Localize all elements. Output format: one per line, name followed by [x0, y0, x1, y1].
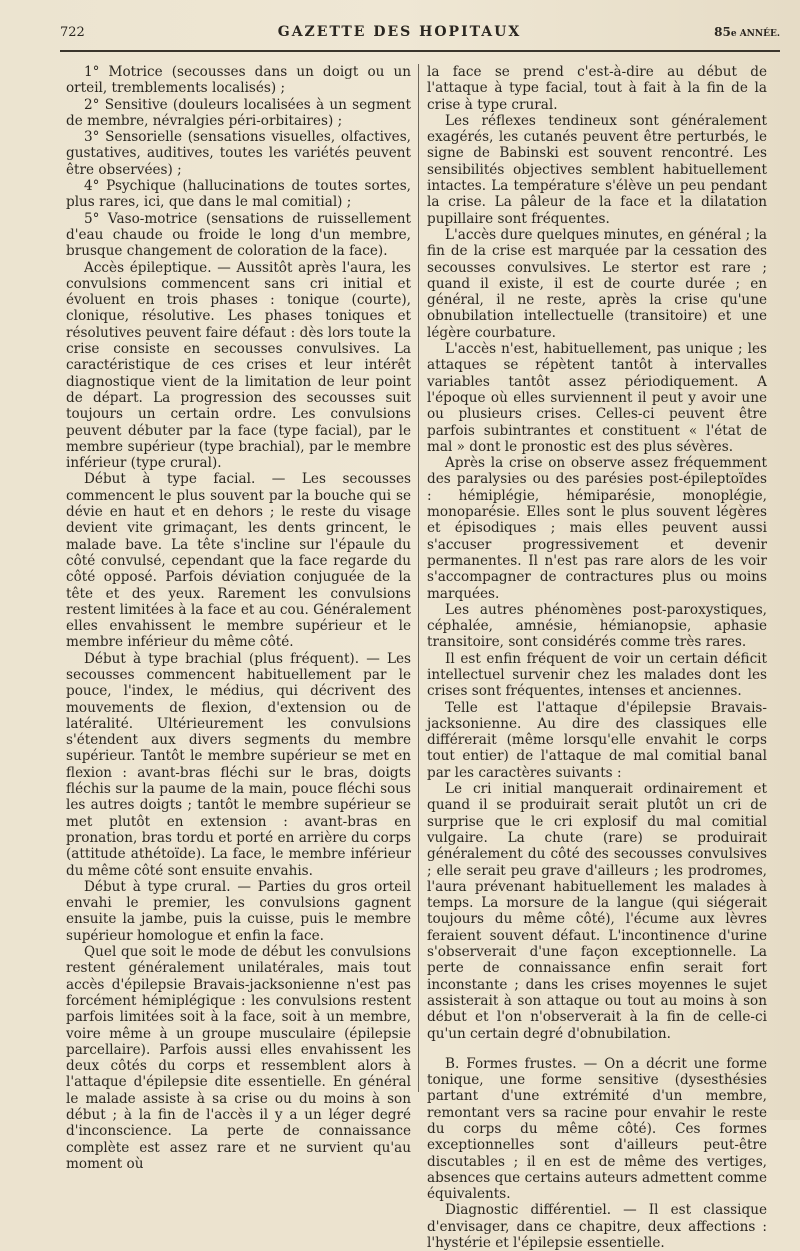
journal-title: GAZETTE DES HOPITAUX — [277, 24, 522, 40]
paragraph: Les autres phénomènes post-paroxystiques, céphalée, amnésie, hémianopsie, aphasie transitoire, sont considérés comme très rares. — [427, 601, 767, 651]
column-divider — [418, 64, 419, 1092]
right-column — [427, 64, 767, 1251]
paragraph: 3° Sensorielle (sensations visuelles, olfactives, gustatives, auditives, toutes les variétés peuvent être observées) ; — [66, 129, 411, 178]
paragraph: Le cri initial manquerait ordinairement et quand il se produirait serait plutôt un cri de surprise que le cri explosif du mal comitial vulgaire. La chute (rare) se produirait généralement du côté des secousses convulsives ; elle serait peu grave d'ailleurs ; les prodromes, l'aura prévenant habituellement les malades à temps. La morsure de la langue (qui siégerait toujours du même côté), l'écume aux lèvres feraient souvent défaut. L'incontinence d'urine s'observerait d'une façon exceptionnelle. La perte de connaissance enfin serait fort inconstante ; dans les crises moyennes le sujet assisterait à son attaque ou tout au moins à son début et l'on n'observerait à la fin de celle-ci qu'un certain degré d'obnubilation. — [427, 781, 767, 1042]
paragraph: Quel que soit le mode de début les convulsions restent généralement unilatérales, mais tout accès d'épilepsie Bravais-jacksonienne n'est pas forcément hémiplégique : les convulsions restent parfois limitées soit à la face, soit à un membre, voire même à un groupe musculaire (épilepsie parcellaire). Parfois aussi elles envahissent les deux côtés du corps et ressemblent alors à l'attaque d'épilepsie dite essentielle. En général le malade assiste à sa crise ou du moins à son début ; à la fin de l'accès il y a un léger degré d'inconscience. La perte de connaissance complète est assez rare et ne survient qu'au moment où — [66, 944, 411, 1172]
page-header — [60, 24, 780, 52]
paragraph: Début à type facial. — Les secousses commencent le plus souvent par la bouche qui se dévie en haut et en dehors ; le reste du visage devient vite grimaçant, les dents grincent, le malade bave. La tête s'incline sur l'épaule du côté convulsé, cependant que la face regarde du côté opposé. Parfois déviation conjuguée de la tête et des yeux. Rarement les convulsions restent limitées à la face et au cou. Généralement elles envahissent le membre supérieur et le membre inférieur du même côté. — [66, 471, 411, 651]
left-column — [66, 64, 411, 1172]
year-number: 85 — [714, 25, 731, 39]
paragraph: 2° Sensitive (douleurs localisées à un segment de membre, névralgies péri-orbitaires) ; — [66, 96, 411, 129]
paragraph: la face se prend c'est-à-dire au début de l'attaque à type facial, tout à fait à la fin de la crise à type crural. — [427, 64, 767, 113]
paragraph: Diagnostic différentiel. — Il est classique d'envisager, dans ce chapitre, deux affections : l'hystérie et l'épilepsie essentielle. — [427, 1202, 767, 1251]
paragraph: Telle est l'attaque d'épilepsie Bravais-jacksonienne. Au dire des classiques elle différerait (même lorsqu'elle envahit le corps tout entier) de l'attaque de mal comitial banal par les caractères suivants : — [427, 699, 767, 781]
paragraph: L'accès dure quelques minutes, en général ; la fin de la crise est marquée par la cessation des secousses convulsives. Le stertor est rare ; quand il existe, il est de courte durée ; en général, il ne reste, après la crise qu'une obnubilation intellectuelle (transitoire) et une légère courbature. — [427, 226, 767, 341]
paragraph: Début à type crural. — Parties du gros orteil envahi le premier, les convulsions gagnent ensuite la jambe, puis la cuisse, puis le membre supérieur homologue et enfin la face. — [66, 878, 411, 944]
paragraph: Les réflexes tendineux sont généralement exagérés, les cutanés peuvent être perturbés, le signe de Babinski est souvent rencontré. Les sensibilités objectives semblent habituellement intactes. La température s'élève un peu pendant la crise. La pâleur de la face et la dilatation pupillaire sont fréquentes. — [427, 112, 767, 227]
paragraph: 1° Motrice (secousses dans un doigt ou un orteil, tremblements localisés) ; — [66, 64, 411, 97]
paragraph: Début à type brachial (plus fréquent). — Les secousses commencent habituellement par le pouce, l'index, le médius, qui décrivent des mouvements de flexion, d'extension ou de latéralité. Ultérieurement les convulsions s'étendent aux divers segments du membre supérieur. Tantôt le membre supérieur se met en flexion : avant-bras fléchi sur le bras, doigts fléchis sur la paume de la main, pouce fléchi sous les autres doigts ; tantôt le membre supérieur se met plutôt en extension : avant-bras en pronation, bras tordu et porté en arrière du corps (attitude athétoïde). La face, le membre inférieur du même côté sont ensuite envahis. — [66, 650, 411, 879]
paragraph: L'accès n'est, habituellement, pas unique ; les attaques se répètent tantôt à intervalles variables tantôt assez périodiquement. A l'époque où elles surviennent il peut y avoir une ou plusieurs crises. Celles-ci peuvent être parfois subintrantes et constituent « l'état de mal » dont le pronostic est des plus sévères. — [427, 341, 767, 455]
year-label — [714, 25, 780, 39]
paragraph: 4° Psychique (hallucinations de toutes sortes, plus rares, ici, que dans le mal comitial) ; — [66, 178, 411, 211]
paragraph: Accès épileptique. — Aussitôt après l'aura, les convulsions commencent sans cri initial et évoluent en trois phases : tonique (courte), clonique, résolutive. Les phases toniques et résolutives peuvent faire défaut : dès lors toute la crise consiste en secousses convulsives. La caractéristique de ces crises et leur intérêt diagnostique vient de la limitation de leur point de départ. La progression des secousses suit toujours un certain ordre. Les convulsions peuvent débuter par la face (type facial), par le membre supérieur (type brachial), par le membre inférieur (type crural). — [66, 259, 411, 472]
year-suffix: e ANNÉE. — [730, 29, 780, 39]
paragraph: 5° Vaso-motrice (sensations de ruissellement d'eau chaude ou froide le long d'un membre, brusque changement de coloration de la face). — [66, 210, 411, 260]
paragraph: Après la crise on observe assez fréquemment des paralysies ou des parésies post-épileptoïdes : hémiplégie, hémiparésie, monoplégie, monoparésie. Elles sont le plus souvent légères et épisodiques ; mais elles peuvent aussi s'accuser progressivement et devenir permanentes. Il n'est pas rare alors de les voir s'accompagner de contractures plus ou moins marquées. — [427, 455, 767, 602]
paragraph: Il est enfin fréquent de voir un certain déficit intellectuel survenir chez les malades dont les crises sont fréquentes, intenses et anciennes. — [427, 650, 767, 700]
page-number: 722 — [60, 25, 85, 40]
paragraph: B. Formes frustes. — On a décrit une forme tonique, une forme sensitive (dysesthésies partant d'une extrémité d'un membre, remontant vers sa racine pour envahir le reste du corps du même côté). Ces formes exceptionnelles sont d'ailleurs peut-être discutables ; il en est de même des vertiges, absences que certains auteurs admettent comme équivalents. — [427, 1055, 767, 1203]
